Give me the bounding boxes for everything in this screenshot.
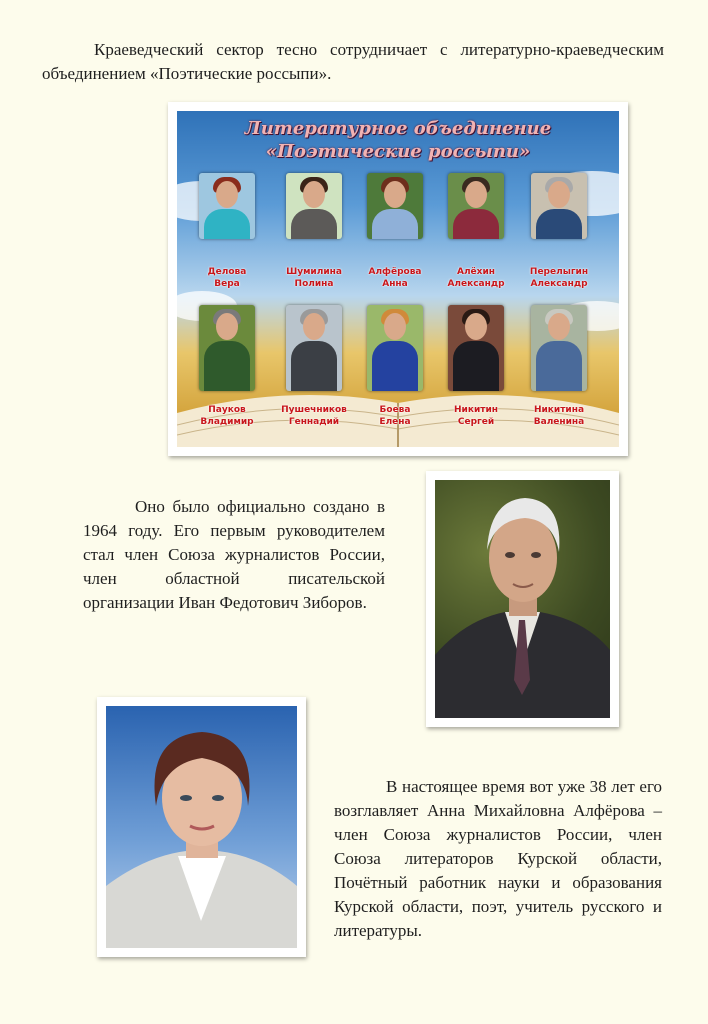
alferova-portrait	[106, 706, 297, 948]
member-surname: Перелыгин	[529, 267, 589, 277]
intro-text: Краеведческий сектор тесно сотрудничает с литературно-краеведческим объединением «Поэтические россыпи».	[42, 40, 664, 83]
member-card	[272, 173, 356, 303]
founding-paragraph	[83, 495, 385, 615]
member-firstname: Анна	[382, 279, 408, 289]
member-photo	[448, 305, 504, 391]
member-photo	[199, 173, 255, 239]
ziborov-portrait-illustration	[435, 480, 610, 718]
member-photo	[367, 173, 423, 239]
member-firstname: Сергей	[457, 417, 495, 427]
member-firstname: Полина	[294, 279, 334, 289]
member-photo	[448, 173, 504, 239]
alferova-portrait-illustration	[106, 706, 297, 948]
member-card	[272, 305, 356, 440]
member-surname: Пушечников	[281, 405, 347, 415]
member-firstname: Александр	[447, 279, 505, 289]
member-firstname: Елена	[379, 417, 411, 427]
member-photo	[531, 305, 587, 391]
current-leader-text: В настоящее время вот уже 38 лет его возглавляет Анна Михайловна Алфёрова – член Союза журналистов России, член Союза литераторов Курской области, Почётный работник науки и образования Курской области, поэт, учитель русского и литературы.	[334, 777, 662, 940]
member-photo	[367, 305, 423, 391]
member-surname: Боева	[379, 405, 411, 415]
member-card	[434, 305, 518, 440]
member-firstname: Валенина	[533, 417, 585, 427]
ziborov-photo-frame	[426, 471, 619, 727]
founding-text: Оно было официально создано в 1964 году. Его первым руководителем стал член Союза журналистов России, член областной писательской организации Иван Федотович Зиборов.	[83, 497, 385, 612]
member-card	[353, 305, 437, 440]
member-surname: Алёхин	[457, 267, 495, 277]
poster-title-line-1: Литературное объединение	[244, 118, 552, 139]
member-card	[517, 173, 601, 303]
member-surname: Никитина	[533, 405, 585, 415]
member-photo	[531, 173, 587, 239]
member-photo	[286, 173, 342, 239]
ziborov-portrait	[435, 480, 610, 718]
poster-image	[177, 111, 619, 447]
member-surname: Делова	[207, 267, 247, 277]
poster-title-line-2: «Поэтические россыпи»	[265, 141, 531, 162]
member-card	[185, 173, 269, 303]
member-card	[517, 305, 601, 440]
member-surname: Шумилина	[286, 267, 342, 277]
member-firstname: Александр	[530, 279, 588, 289]
member-firstname: Вера	[214, 279, 240, 289]
member-photo	[199, 305, 255, 391]
poster-frame	[168, 102, 628, 456]
intro-paragraph	[42, 38, 664, 86]
member-photo	[286, 305, 342, 391]
member-card	[434, 173, 518, 303]
current-leader-paragraph	[334, 775, 662, 943]
member-card	[353, 173, 437, 303]
member-surname: Алфёрова	[368, 267, 422, 277]
member-firstname: Владимир	[200, 417, 254, 427]
member-firstname: Геннадий	[288, 417, 340, 427]
member-surname: Никитин	[454, 405, 498, 415]
alferova-photo-frame	[97, 697, 306, 957]
member-surname: Пауков	[208, 405, 246, 415]
member-card	[185, 305, 269, 440]
